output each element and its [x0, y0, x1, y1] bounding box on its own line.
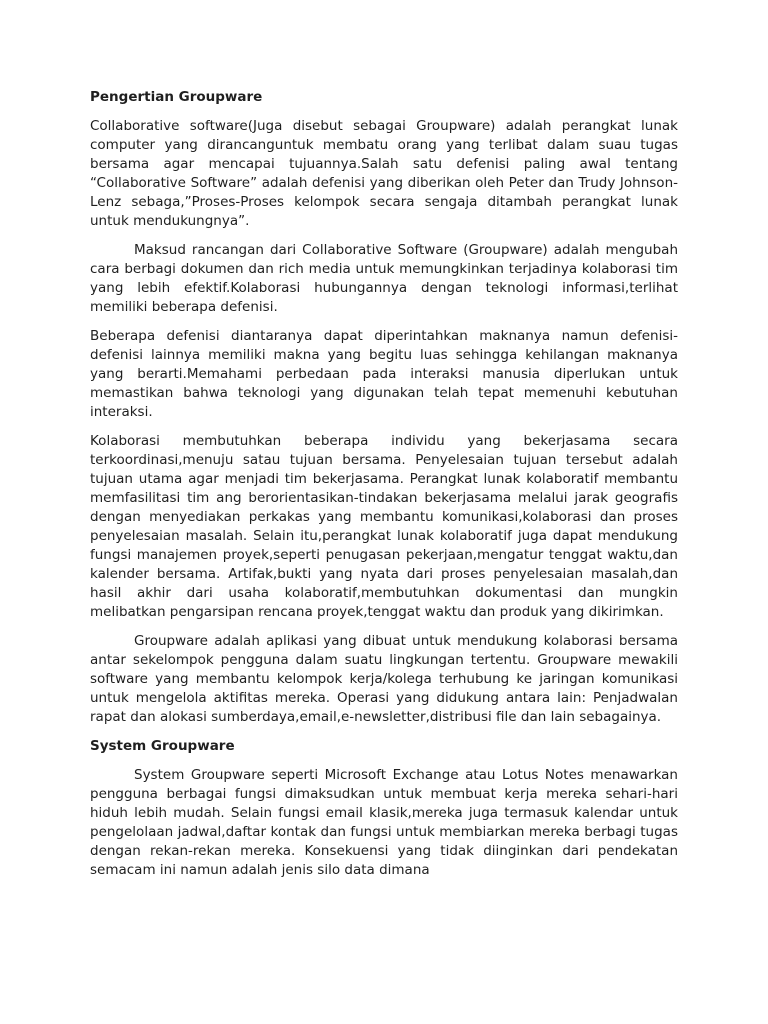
paragraph-5: Groupware adalah aplikasi yang dibuat untuk mendukung kolaborasi bersama antar sekelompok pengguna dalam suatu lingkungan tertentu. Groupware mewakili software yang membantu kelompok kerja/kolega terhubung ke jaringan komunikasi untuk mengelola aktifitas mereka. Operasi yang didukung antara lain: Penjadwalan rapat dan alokasi sumberdaya,email,e-newsletter,distribusi file dan lain sebagainya.: [90, 633, 678, 725]
paragraph-1: Collaborative software(Juga disebut sebagai Groupware) adalah perangkat lunak computer yang dirancanguntuk membatu orang yang terlibat dalam suau tugas bersama agar mencapai tujuannya.Salah satu defenisi paling awal tentang “Collaborative Software” adalah defenisi yang diberikan oleh Peter dan Trudy Johnson-Lenz sebaga,”Proses-Proses kelompok secara sengaja ditambah perangkat lunak untuk mendukungnya”.: [90, 118, 678, 229]
paragraph-4: Kolaborasi membutuhkan beberapa individu yang bekerjasama secara terkoordinasi,menuju satau tujuan bersama. Penyelesaian tujuan tersebut adalah tujuan utama agar menjadi tim bekerjasama. Perangkat lunak kolaboratif membantu memfasilitasi tim ang berorientasikan-tindakan bekerjasama melalui jarak geografis dengan menyediakan perkakas yang membantu komunikasi,kolaborasi dan proses penyelesaian masalah. Selain itu,perangkat lunak kolaboratif juga dapat mendukung fungsi manajemen proyek,seperti penugasan pekerjaan,mengatur tenggat waktu,dan kalender bersama. Artifak,bukti yang nyata dari proses penyelesaian masalah,dan hasil akhir dari usaha kolaboratif,membutuhkan dokumentasi dan mungkin melibatkan pengarsipan rencana proyek,tenggat waktu dan produk yang dikirimkan.: [90, 433, 678, 620]
paragraph-3: Beberapa defenisi diantaranya dapat diperintahkan maknanya namun defenisi-defenisi lainnya memiliki makna yang begitu luas sehingga kehilangan maknanya yang berarti.Memahami perbedaan pada interaksi manusia diperlukan untuk memastikan bahwa teknologi yang digunakan telah tepat memenuhi kebutuhan interaksi.: [90, 328, 678, 420]
paragraph-2: Maksud rancangan dari Collaborative Software (Groupware) adalah mengubah cara berbagi dokumen dan rich media untuk memungkinkan terjadinya kolaborasi tim yang lebih efektif.Kolaborasi hubungannya dengan teknologi informasi,terlihat memiliki beberapa defenisi.: [90, 242, 678, 315]
section-heading-system: System Groupware: [90, 738, 235, 754]
paragraph-6: System Groupware seperti Microsoft Exchange atau Lotus Notes menawarkan pengguna berbagai fungsi dimaksudkan untuk membuat kerja mereka sehari-hari hiduh lebih mudah. Selain fungsi email klasik,mereka juga termasuk kalendar untuk pengelolaan jadwal,daftar kontak dan fungsi untuk membiarkan mereka berbagi tugas dengan rekan-rekan mereka. Konsekuensi yang tidak diinginkan dari pendekatan semacam ini namun adalah jenis silo data dimana: [90, 767, 678, 878]
section-heading-pengertian: Pengertian Groupware: [90, 89, 263, 105]
document-page: [90, 88, 678, 890]
